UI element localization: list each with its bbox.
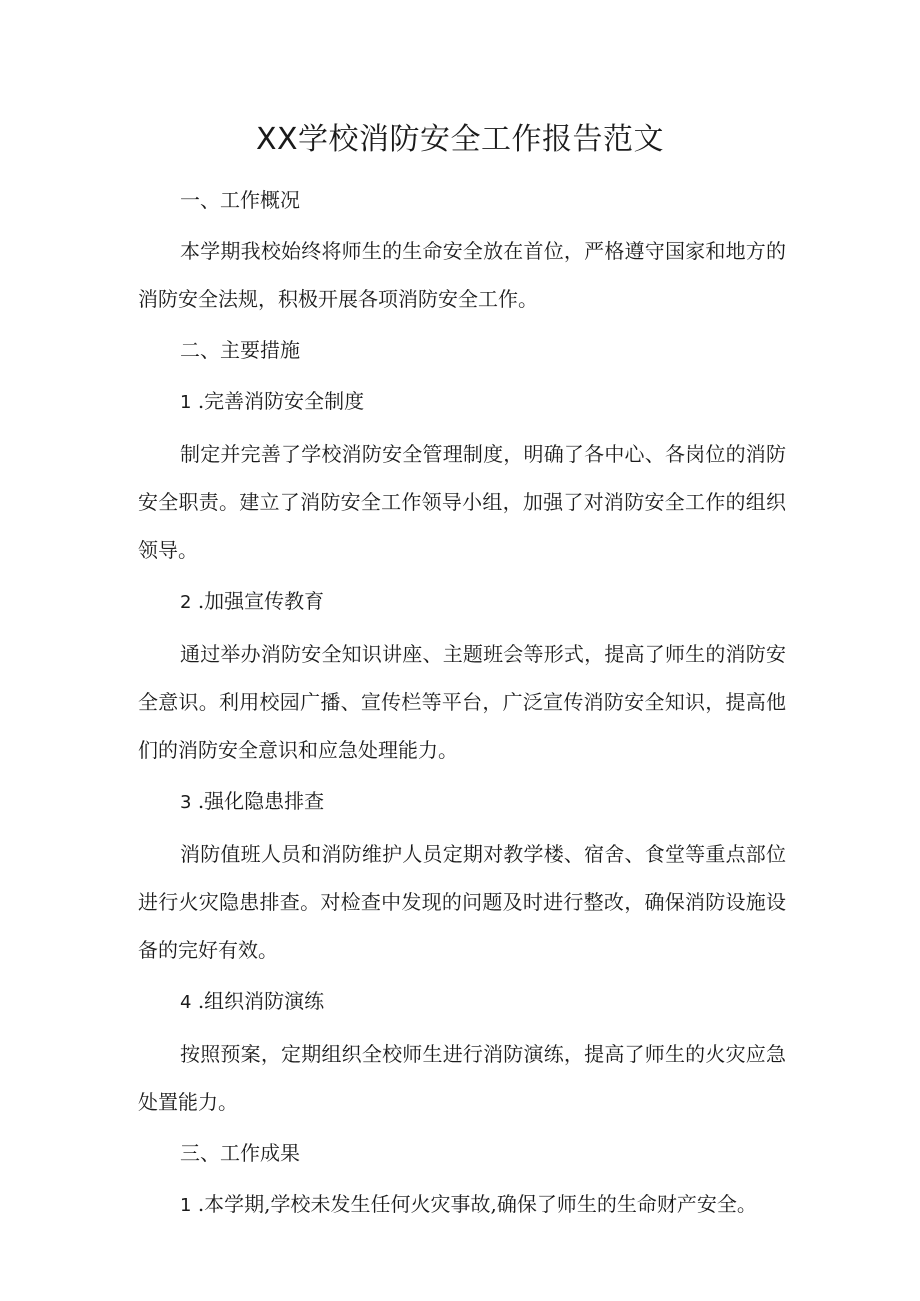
paragraph-2: 通过举办消防安全知识讲座、主题班会等形式，提高了师生的消防安全意识。利用校园广播、宣传栏等平台，广泛宣传消防安全知识，提高他们的消防安全意识和应急处理能力。 [138, 642, 786, 762]
subheading-2 [138, 577, 786, 627]
paragraph-1: 制定并完善了学校消防安全管理制度，明确了各中心、各岗位的消防安全职责。建立了消防安全工作领导小组，加强了对消防安全工作的组织领导。 [138, 442, 786, 562]
result-text: .本学期,学校未发生任何火灾事故,确保了师生的生命财产安全。 [197, 1192, 757, 1216]
subheading-text: .加强宣传教育 [197, 589, 325, 613]
subheading-text: .完善消防安全制度 [197, 389, 365, 413]
heading-text: 一、工作概况 [180, 188, 300, 212]
subheading-text: .强化隐患排查 [197, 789, 325, 813]
item-number: 1 [180, 392, 192, 413]
subheading-text: .组织消防演练 [197, 989, 325, 1013]
section-heading-results [138, 1129, 786, 1177]
heading-text: 二、主要措施 [180, 338, 300, 362]
heading-text: 三、工作成果 [180, 1141, 300, 1165]
paragraph-3: 消防值班人员和消防维护人员定期对教学楼、宿舍、食堂等重点部位进行火灾隐患排查。对检查中发现的问题及时进行整改，确保消防设施设备的完好有效。 [138, 842, 786, 962]
item-number: 3 [180, 792, 192, 813]
subheading-3 [138, 777, 786, 827]
document-title: XX学校消防安全工作报告范文 [255, 122, 665, 157]
section-heading-measures [138, 326, 786, 374]
paragraph-4: 按照预案，定期组织全校师生进行消防演练，提高了师生的火灾应急处置能力。 [138, 1042, 786, 1114]
item-number: 4 [180, 992, 192, 1013]
subheading-1 [138, 377, 786, 427]
subheading-4 [138, 977, 786, 1027]
paragraph-overview: 本学期我校始终将师生的生命安全放在首位，严格遵守国家和地方的消防安全法规，积极开展各项消防安全工作。 [138, 239, 786, 311]
document-body [138, 176, 786, 1233]
section-heading-overview [138, 176, 786, 224]
result-item-1 [138, 1180, 786, 1230]
item-number: 1 [180, 1195, 192, 1216]
item-number: 2 [180, 592, 192, 613]
